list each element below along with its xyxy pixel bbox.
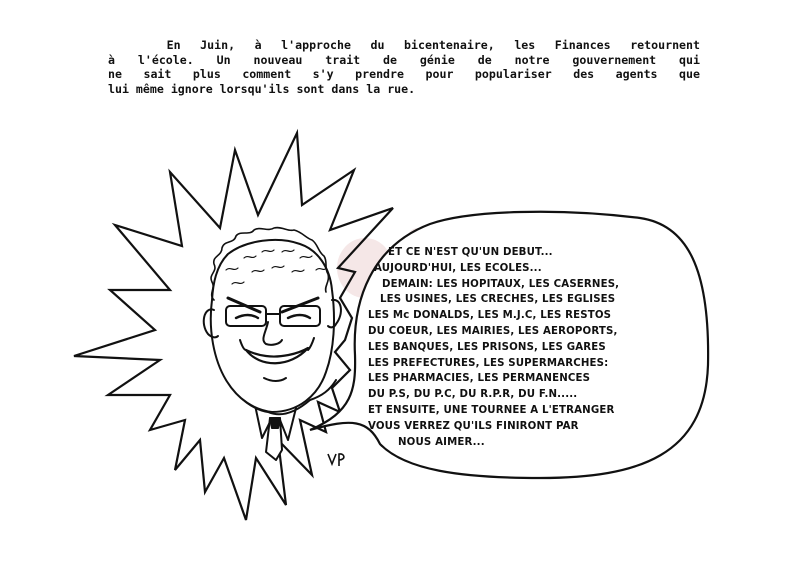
speech-line: LES PREFECTURES, LES SUPERMARCHES:: [368, 357, 609, 369]
artist-signature: [326, 450, 350, 468]
speech-line: LES Mc DONALDS, LES M.J.C, LES RESTOS: [368, 310, 612, 322]
speech-bubble-text: [368, 245, 668, 450]
speech-line: VOUS VERREZ QU'ILS FINIRONT PAR: [368, 420, 579, 432]
caption-line: En Juin, à l'approche du bicentenaire, les Finances retournent: [108, 38, 700, 52]
speech-line: ET CE N'EST QU'UN DEBUT...: [388, 247, 553, 258]
caption-line: ne sait plus comment s'y prendre pour populariser des agents que: [108, 67, 700, 81]
speech-line: AUJOURD'HUI, LES ECOLES...: [374, 262, 542, 274]
speech-line: DU COEUR, LES MAIRIES, LES AEROPORTS,: [368, 325, 618, 337]
caption-line: à l'école. Un nouveau trait de génie de notre gouvernement qui: [108, 52, 700, 67]
caption-line: lui même ignore lorsqu'ils sont dans la rue.: [108, 81, 416, 96]
speech-line: LES USINES, LES CRECHES, LES EGLISES: [380, 294, 616, 306]
speech-line: LES BANQUES, LES PRISONS, LES GARES: [368, 341, 606, 353]
speech-line: LES PHARMACIES, LES PERMANENCES: [368, 373, 591, 385]
speech-line: ET ENSUITE, UNE TOURNEE A L'ETRANGER: [368, 404, 615, 416]
speech-line: NOUS AIMER...: [398, 436, 485, 448]
speech-line: DU P.S, DU P.C, DU R.P.R, DU F.N.....: [368, 389, 578, 401]
tie-knot: [270, 418, 280, 428]
speech-line: DEMAIN: LES HOPITAUX, LES CASERNES,: [382, 278, 620, 290]
